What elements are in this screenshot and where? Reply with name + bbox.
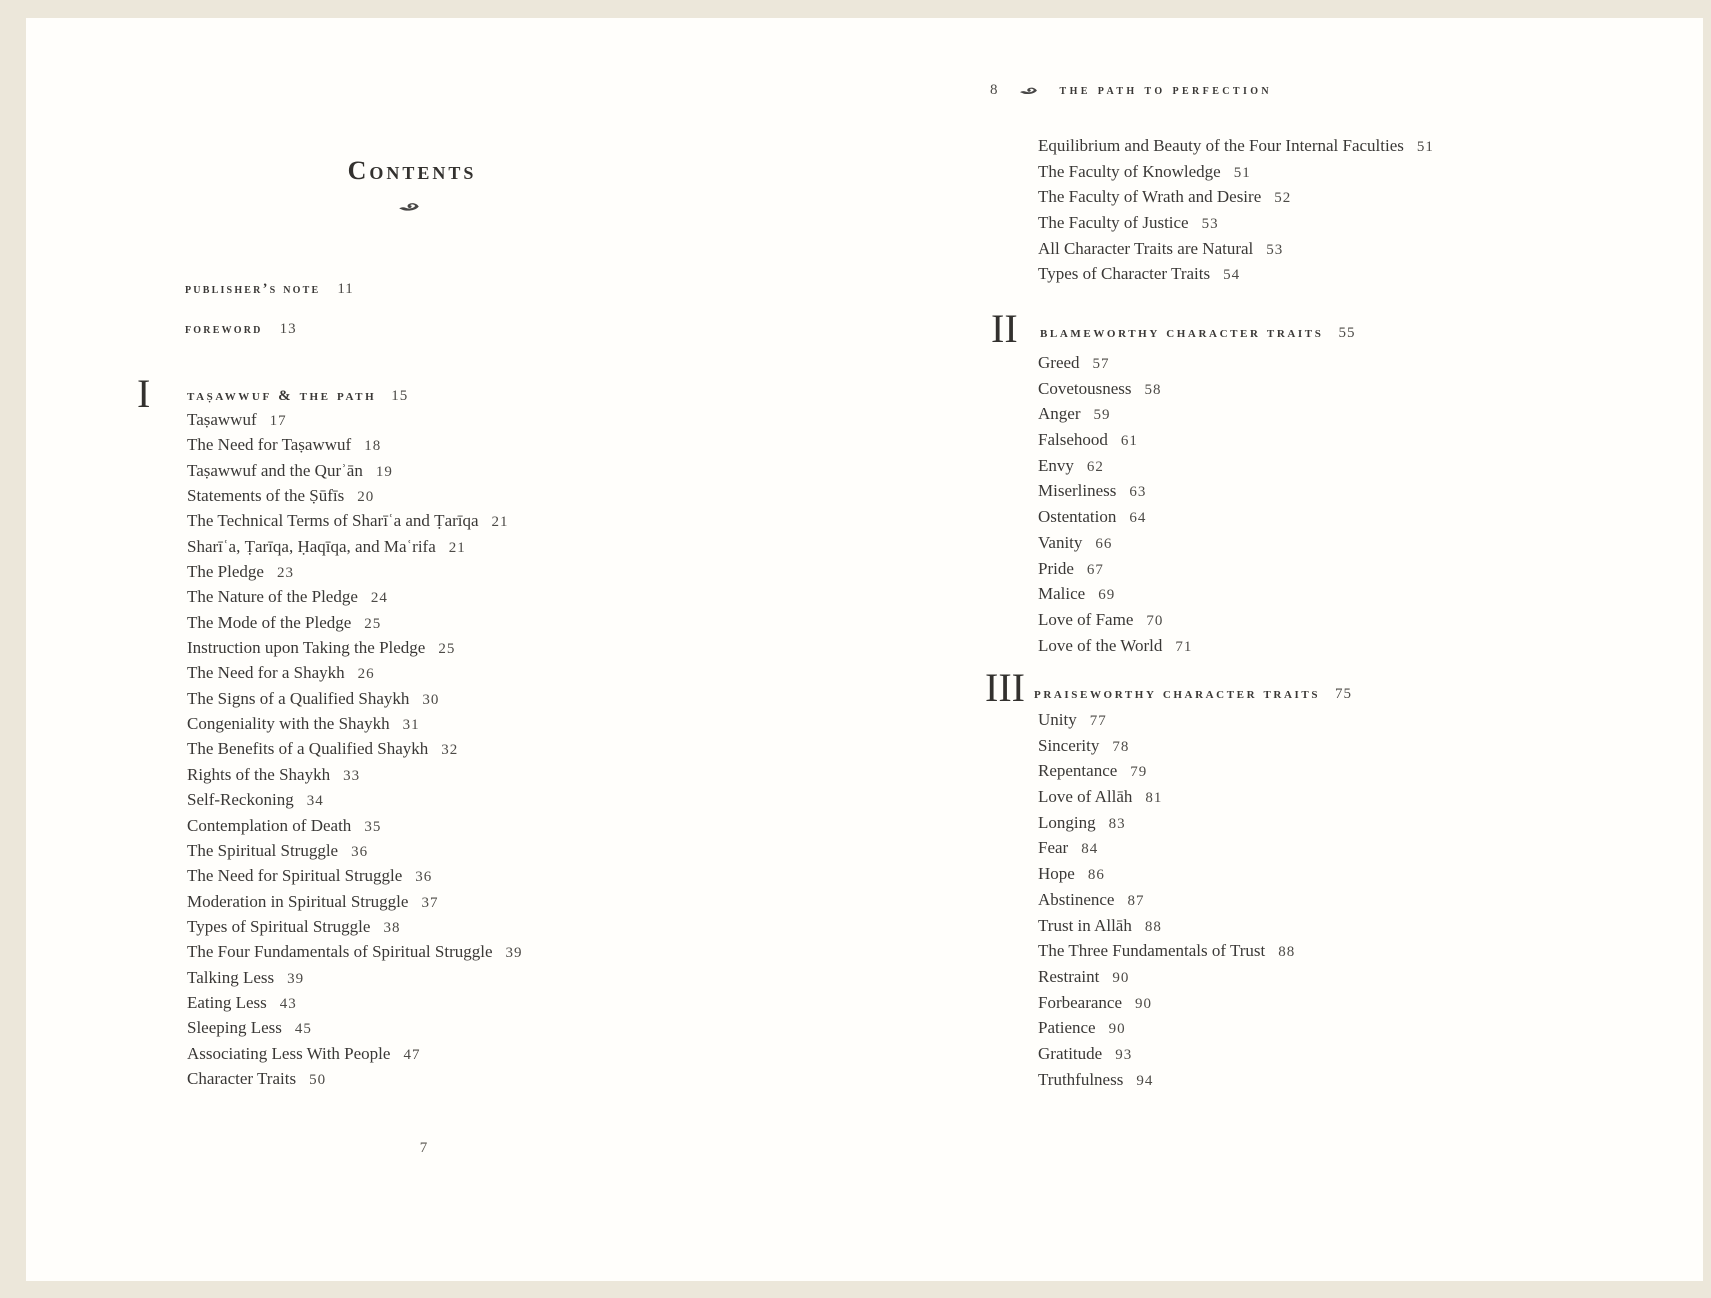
toc-entry-page: 69 bbox=[1098, 587, 1116, 604]
toc-entry-title: Envy bbox=[1038, 455, 1074, 475]
toc-entry-page: 54 bbox=[1223, 267, 1241, 284]
toc-entry-title: Greed bbox=[1038, 353, 1080, 372]
toc-entry-page: 36 bbox=[351, 843, 369, 860]
toc-entry-page: 37 bbox=[421, 894, 439, 911]
toc-entry bbox=[1038, 1067, 1598, 1093]
toc-entry-page: 88 bbox=[1144, 918, 1162, 935]
toc-entry-page: 31 bbox=[402, 717, 420, 734]
toc-entry-title: Covetousness bbox=[1038, 378, 1132, 398]
toc-entry-title: Love of Fame bbox=[1038, 609, 1134, 629]
toc-entry-title: Fear bbox=[1038, 838, 1069, 858]
toc-entry-page: 90 bbox=[1112, 969, 1130, 986]
toc-entry-page: 86 bbox=[1087, 867, 1105, 884]
toc-entry bbox=[187, 813, 747, 838]
toc-entry bbox=[187, 610, 747, 635]
toc-entry bbox=[187, 736, 747, 761]
toc-entry bbox=[187, 508, 747, 533]
toc-entry-page: 87 bbox=[1127, 892, 1145, 909]
toc-entry bbox=[187, 1066, 747, 1091]
section-numeral: I bbox=[137, 371, 151, 416]
toc-entry bbox=[187, 787, 747, 812]
toc-entry bbox=[1038, 913, 1598, 939]
toc-entry bbox=[1038, 350, 1598, 376]
toc-entry bbox=[1038, 633, 1598, 659]
toc-entry-title: The Signs of a Qualified Shaykh bbox=[187, 688, 410, 708]
toc-entry-title: The Spiritual Struggle bbox=[187, 840, 339, 860]
toc-entry-title: Instruction upon Taking the Pledge bbox=[187, 638, 426, 658]
toc-entry bbox=[1038, 990, 1598, 1016]
toc-entry-title: Vanity bbox=[1038, 532, 1083, 552]
toc-entry-title: Gratitude bbox=[1038, 1043, 1103, 1063]
toc-entry-title: Forbearance bbox=[1038, 992, 1123, 1012]
toc-entry-page: 21 bbox=[448, 539, 466, 556]
toc-entry bbox=[1038, 810, 1598, 836]
toc-entry-page: 35 bbox=[364, 818, 382, 835]
toc-entry bbox=[1038, 1015, 1598, 1041]
toc-entry bbox=[1038, 964, 1598, 990]
toc-entry-page: 81 bbox=[1145, 790, 1163, 807]
toc-entry-page: 19 bbox=[375, 463, 393, 480]
toc-entry-title: Longing bbox=[1038, 812, 1096, 832]
toc-entry-title: Character Traits bbox=[187, 1068, 297, 1088]
toc-entry bbox=[1038, 530, 1598, 556]
toc-entry bbox=[187, 711, 747, 736]
toc-entry-title: Pride bbox=[1038, 558, 1074, 578]
toc-entry bbox=[1038, 556, 1598, 582]
toc-entry-page: 71 bbox=[1175, 638, 1193, 655]
toc-entry-page: 90 bbox=[1108, 1021, 1126, 1038]
toc-entry bbox=[1038, 261, 1598, 287]
toc-entry-page: 33 bbox=[343, 767, 361, 784]
toc-entry bbox=[187, 1041, 747, 1066]
toc-entry-page: 53 bbox=[1201, 216, 1219, 233]
toc-entry-title: The Faculty of Justice bbox=[1038, 213, 1189, 233]
toc-entry-page: 47 bbox=[403, 1046, 421, 1063]
toc-entry-page: 57 bbox=[1092, 356, 1110, 372]
toc-entry-page: 25 bbox=[364, 615, 382, 632]
toc-entry bbox=[187, 559, 747, 584]
toc-entry-page: 88 bbox=[1278, 944, 1296, 961]
toc-entry-page: 23 bbox=[276, 565, 294, 582]
toc-entry-title: Sincerity bbox=[1038, 735, 1100, 755]
toc-entry-page: 39 bbox=[287, 970, 305, 987]
toc-entry bbox=[187, 458, 747, 483]
toc-entry-title: Anger bbox=[1038, 404, 1081, 424]
toc-entry bbox=[187, 407, 747, 432]
toc-entry-title: Patience bbox=[1038, 1018, 1096, 1038]
toc-front-matter-row bbox=[185, 320, 297, 338]
toc-entry-title: Love of the World bbox=[1038, 635, 1163, 655]
toc-entry bbox=[187, 965, 747, 990]
toc-entry bbox=[187, 660, 747, 685]
toc-entry-page: 38 bbox=[383, 919, 401, 936]
toc-entry bbox=[1038, 236, 1598, 262]
section-page: 75 bbox=[1335, 686, 1353, 702]
toc-entry-page: 39 bbox=[505, 945, 523, 962]
section-heading: blameworthy character traits bbox=[1040, 325, 1324, 341]
toc-entry bbox=[1038, 733, 1598, 759]
toc-entry-page: 64 bbox=[1129, 510, 1147, 527]
toc-entry-title: The Need for Taṣawwuf bbox=[187, 435, 352, 455]
toc-entry-title: The Three Fundamentals of Trust bbox=[1038, 941, 1266, 961]
section-heading-row bbox=[187, 388, 408, 405]
toc-entry-title: The Need for a Shaykh bbox=[187, 663, 345, 683]
front-matter-page: 13 bbox=[279, 321, 297, 337]
toc-entry bbox=[187, 762, 747, 787]
toc-entry-title: The Four Fundamentals of Spiritual Struggle bbox=[187, 942, 493, 962]
toc-entry-title: The Faculty of Wrath and Desire bbox=[1038, 187, 1262, 207]
toc-entry-page: 79 bbox=[1130, 764, 1148, 781]
toc-entry bbox=[187, 534, 747, 559]
toc-entry-title: Miserliness bbox=[1038, 481, 1117, 501]
toc-entry bbox=[187, 584, 747, 609]
toc-entry-title: Equilibrium and Beauty of the Four Internal Faculties bbox=[1038, 136, 1404, 155]
section-page: 15 bbox=[391, 388, 409, 404]
toc-entry-page: 83 bbox=[1108, 815, 1126, 832]
toc-entry-page: 52 bbox=[1274, 190, 1292, 207]
toc-entry-page: 58 bbox=[1144, 381, 1162, 398]
toc-entry-title: Associating Less With People bbox=[187, 1043, 391, 1063]
toc-entry-title: Truthfulness bbox=[1038, 1069, 1124, 1089]
toc-entry bbox=[187, 863, 747, 888]
section-heading-row bbox=[1034, 686, 1352, 703]
toc-entry-page: 36 bbox=[415, 869, 433, 886]
toc-entry bbox=[1038, 835, 1598, 861]
toc-entry bbox=[1038, 210, 1598, 236]
toc-entry-title: Contemplation of Death bbox=[187, 815, 352, 835]
toc-entry-title: The Mode of the Pledge bbox=[187, 612, 352, 632]
toc-entry-title: Sleeping Less bbox=[187, 1018, 282, 1038]
toc-entry-title: Statements of the Ṣūfīs bbox=[187, 486, 345, 506]
contents-title: Contents bbox=[347, 156, 477, 185]
toc-entry-title: Moderation in Spiritual Struggle bbox=[187, 891, 409, 911]
toc-entry-title: The Pledge bbox=[187, 562, 264, 582]
section-heading: praiseworthy character traits bbox=[1034, 686, 1321, 702]
toc-entry-title: Malice bbox=[1038, 584, 1086, 604]
toc-entry-title: Hope bbox=[1038, 864, 1075, 884]
toc-entry bbox=[1038, 453, 1598, 479]
toc-entry-title: Love of Allāh bbox=[1038, 787, 1133, 807]
toc-entry bbox=[187, 483, 747, 508]
toc-entry-page: 77 bbox=[1089, 713, 1107, 729]
toc-entry-page: 61 bbox=[1120, 433, 1138, 450]
toc-entry bbox=[1038, 861, 1598, 887]
toc-entry-page: 51 bbox=[1416, 139, 1434, 155]
front-matter-label: publisher’s note bbox=[185, 281, 321, 297]
toc-entry bbox=[187, 635, 747, 660]
toc-entry-page: 45 bbox=[294, 1021, 312, 1038]
toc-entry bbox=[1038, 784, 1598, 810]
toc-entry bbox=[1038, 707, 1598, 733]
toc-entry bbox=[1038, 607, 1598, 633]
toc-entry bbox=[1038, 376, 1598, 402]
toc-entry-title: Unity bbox=[1038, 710, 1077, 729]
toc-entry-page: 20 bbox=[357, 489, 375, 506]
toc-entry bbox=[1038, 427, 1598, 453]
toc-entry-title: Falsehood bbox=[1038, 430, 1108, 450]
toc-entry-title: Types of Spiritual Struggle bbox=[187, 916, 371, 936]
toc-entry-title: The Technical Terms of Sharīʿa and Ṭarīqa bbox=[187, 511, 479, 531]
toc-entry bbox=[187, 889, 747, 914]
toc-entry bbox=[1038, 401, 1598, 427]
toc-entry bbox=[187, 990, 747, 1015]
toc-entry bbox=[1038, 184, 1598, 210]
toc-entry-page: 53 bbox=[1266, 241, 1284, 258]
front-matter-page: 11 bbox=[337, 281, 354, 297]
toc-entry-title: Abstinence bbox=[1038, 889, 1115, 909]
toc-entry-title: All Character Traits are Natural bbox=[1038, 238, 1254, 258]
right-page-folio: 8 bbox=[990, 82, 999, 98]
toc-entry-title: The Faculty of Knowledge bbox=[1038, 161, 1221, 181]
toc-entry-title: The Nature of the Pledge bbox=[187, 587, 358, 607]
toc-entry-title: Sharīʿa, Ṭarīqa, Ḥaqīqa, and Maʿrifa bbox=[187, 536, 436, 556]
toc-entry bbox=[187, 939, 747, 964]
toc-entry bbox=[1038, 581, 1598, 607]
toc-entry-page: 17 bbox=[269, 413, 287, 429]
toc-entry bbox=[1038, 159, 1598, 185]
toc-entry-page: 94 bbox=[1136, 1072, 1154, 1089]
toc-entry-title: Eating Less bbox=[187, 992, 267, 1012]
toc-entry-page: 26 bbox=[357, 666, 375, 683]
toc-front-matter-row bbox=[185, 280, 354, 298]
toc-entry-title: Ostentation bbox=[1038, 507, 1117, 527]
toc-entry-page: 78 bbox=[1112, 738, 1130, 755]
toc-entry bbox=[1038, 938, 1598, 964]
toc-entry-page: 70 bbox=[1146, 612, 1164, 629]
section-page: 55 bbox=[1338, 325, 1356, 341]
toc-entry bbox=[1038, 887, 1598, 913]
toc-entry bbox=[1038, 504, 1598, 530]
toc-entry-page: 43 bbox=[279, 995, 297, 1012]
toc-entry-page: 25 bbox=[438, 641, 456, 658]
toc-entry bbox=[187, 914, 747, 939]
toc-list-continuation bbox=[1038, 133, 1598, 287]
toc-entry-title: Repentance bbox=[1038, 761, 1118, 781]
toc-entry-page: 59 bbox=[1093, 407, 1111, 424]
toc-entry-page: 90 bbox=[1135, 995, 1153, 1012]
section-numeral: II bbox=[991, 306, 1018, 351]
running-header-title: the path to perfection bbox=[1059, 83, 1273, 98]
toc-entry-page: 30 bbox=[422, 691, 440, 708]
toc-list-section-1 bbox=[187, 407, 747, 1091]
toc-entry-title: Taṣawwuf and the Qurʾān bbox=[187, 460, 363, 480]
toc-entry bbox=[187, 838, 747, 863]
running-header bbox=[990, 82, 1272, 99]
page-surface bbox=[26, 18, 1703, 1281]
toc-entry-page: 62 bbox=[1086, 458, 1104, 475]
toc-entry bbox=[1038, 1041, 1598, 1067]
toc-entry-title: Types of Character Traits bbox=[1038, 264, 1211, 284]
toc-entry-title: Talking Less bbox=[187, 967, 275, 987]
section-numeral: III bbox=[985, 665, 1025, 710]
toc-entry-title: Self-Reckoning bbox=[187, 790, 294, 810]
toc-entry-title: Taṣawwuf bbox=[187, 410, 257, 429]
toc-entry-page: 32 bbox=[441, 742, 459, 759]
toc-entry bbox=[187, 432, 747, 457]
toc-entry-page: 84 bbox=[1081, 841, 1099, 858]
toc-entry-page: 67 bbox=[1086, 561, 1104, 578]
toc-entry-page: 21 bbox=[491, 514, 509, 531]
toc-entry-page: 24 bbox=[370, 590, 388, 607]
toc-entry bbox=[1038, 758, 1598, 784]
toc-entry bbox=[1038, 478, 1598, 504]
toc-entry bbox=[1038, 133, 1598, 159]
toc-entry-page: 63 bbox=[1129, 484, 1147, 501]
toc-entry-title: Rights of the Shaykh bbox=[187, 764, 331, 784]
toc-entry-page: 66 bbox=[1095, 535, 1113, 552]
toc-entry-title: Restraint bbox=[1038, 966, 1100, 986]
left-page-folio: 7 bbox=[419, 1140, 429, 1156]
toc-entry-title: The Benefits of a Qualified Shaykh bbox=[187, 739, 429, 759]
toc-list-section-3 bbox=[1038, 707, 1598, 1092]
toc-entry-page: 34 bbox=[306, 793, 324, 810]
toc-list-section-2 bbox=[1038, 350, 1598, 658]
fleuron-ornament bbox=[1019, 85, 1038, 96]
toc-entry-page: 50 bbox=[309, 1071, 327, 1088]
toc-entry-title: Congeniality with the Shaykh bbox=[187, 714, 390, 734]
toc-entry bbox=[187, 686, 747, 711]
section-heading-row bbox=[1040, 325, 1355, 342]
toc-entry-page: 93 bbox=[1115, 1046, 1133, 1063]
fleuron-ornament bbox=[398, 200, 420, 213]
toc-entry-page: 51 bbox=[1233, 164, 1251, 181]
front-matter-label: foreword bbox=[185, 321, 263, 337]
section-heading: taṣawwuf & the path bbox=[187, 388, 377, 404]
toc-entry bbox=[187, 1015, 747, 1040]
toc-entry-title: The Need for Spiritual Struggle bbox=[187, 866, 403, 886]
toc-entry-title: Trust in Allāh bbox=[1038, 915, 1132, 935]
toc-entry-page: 18 bbox=[364, 438, 382, 455]
